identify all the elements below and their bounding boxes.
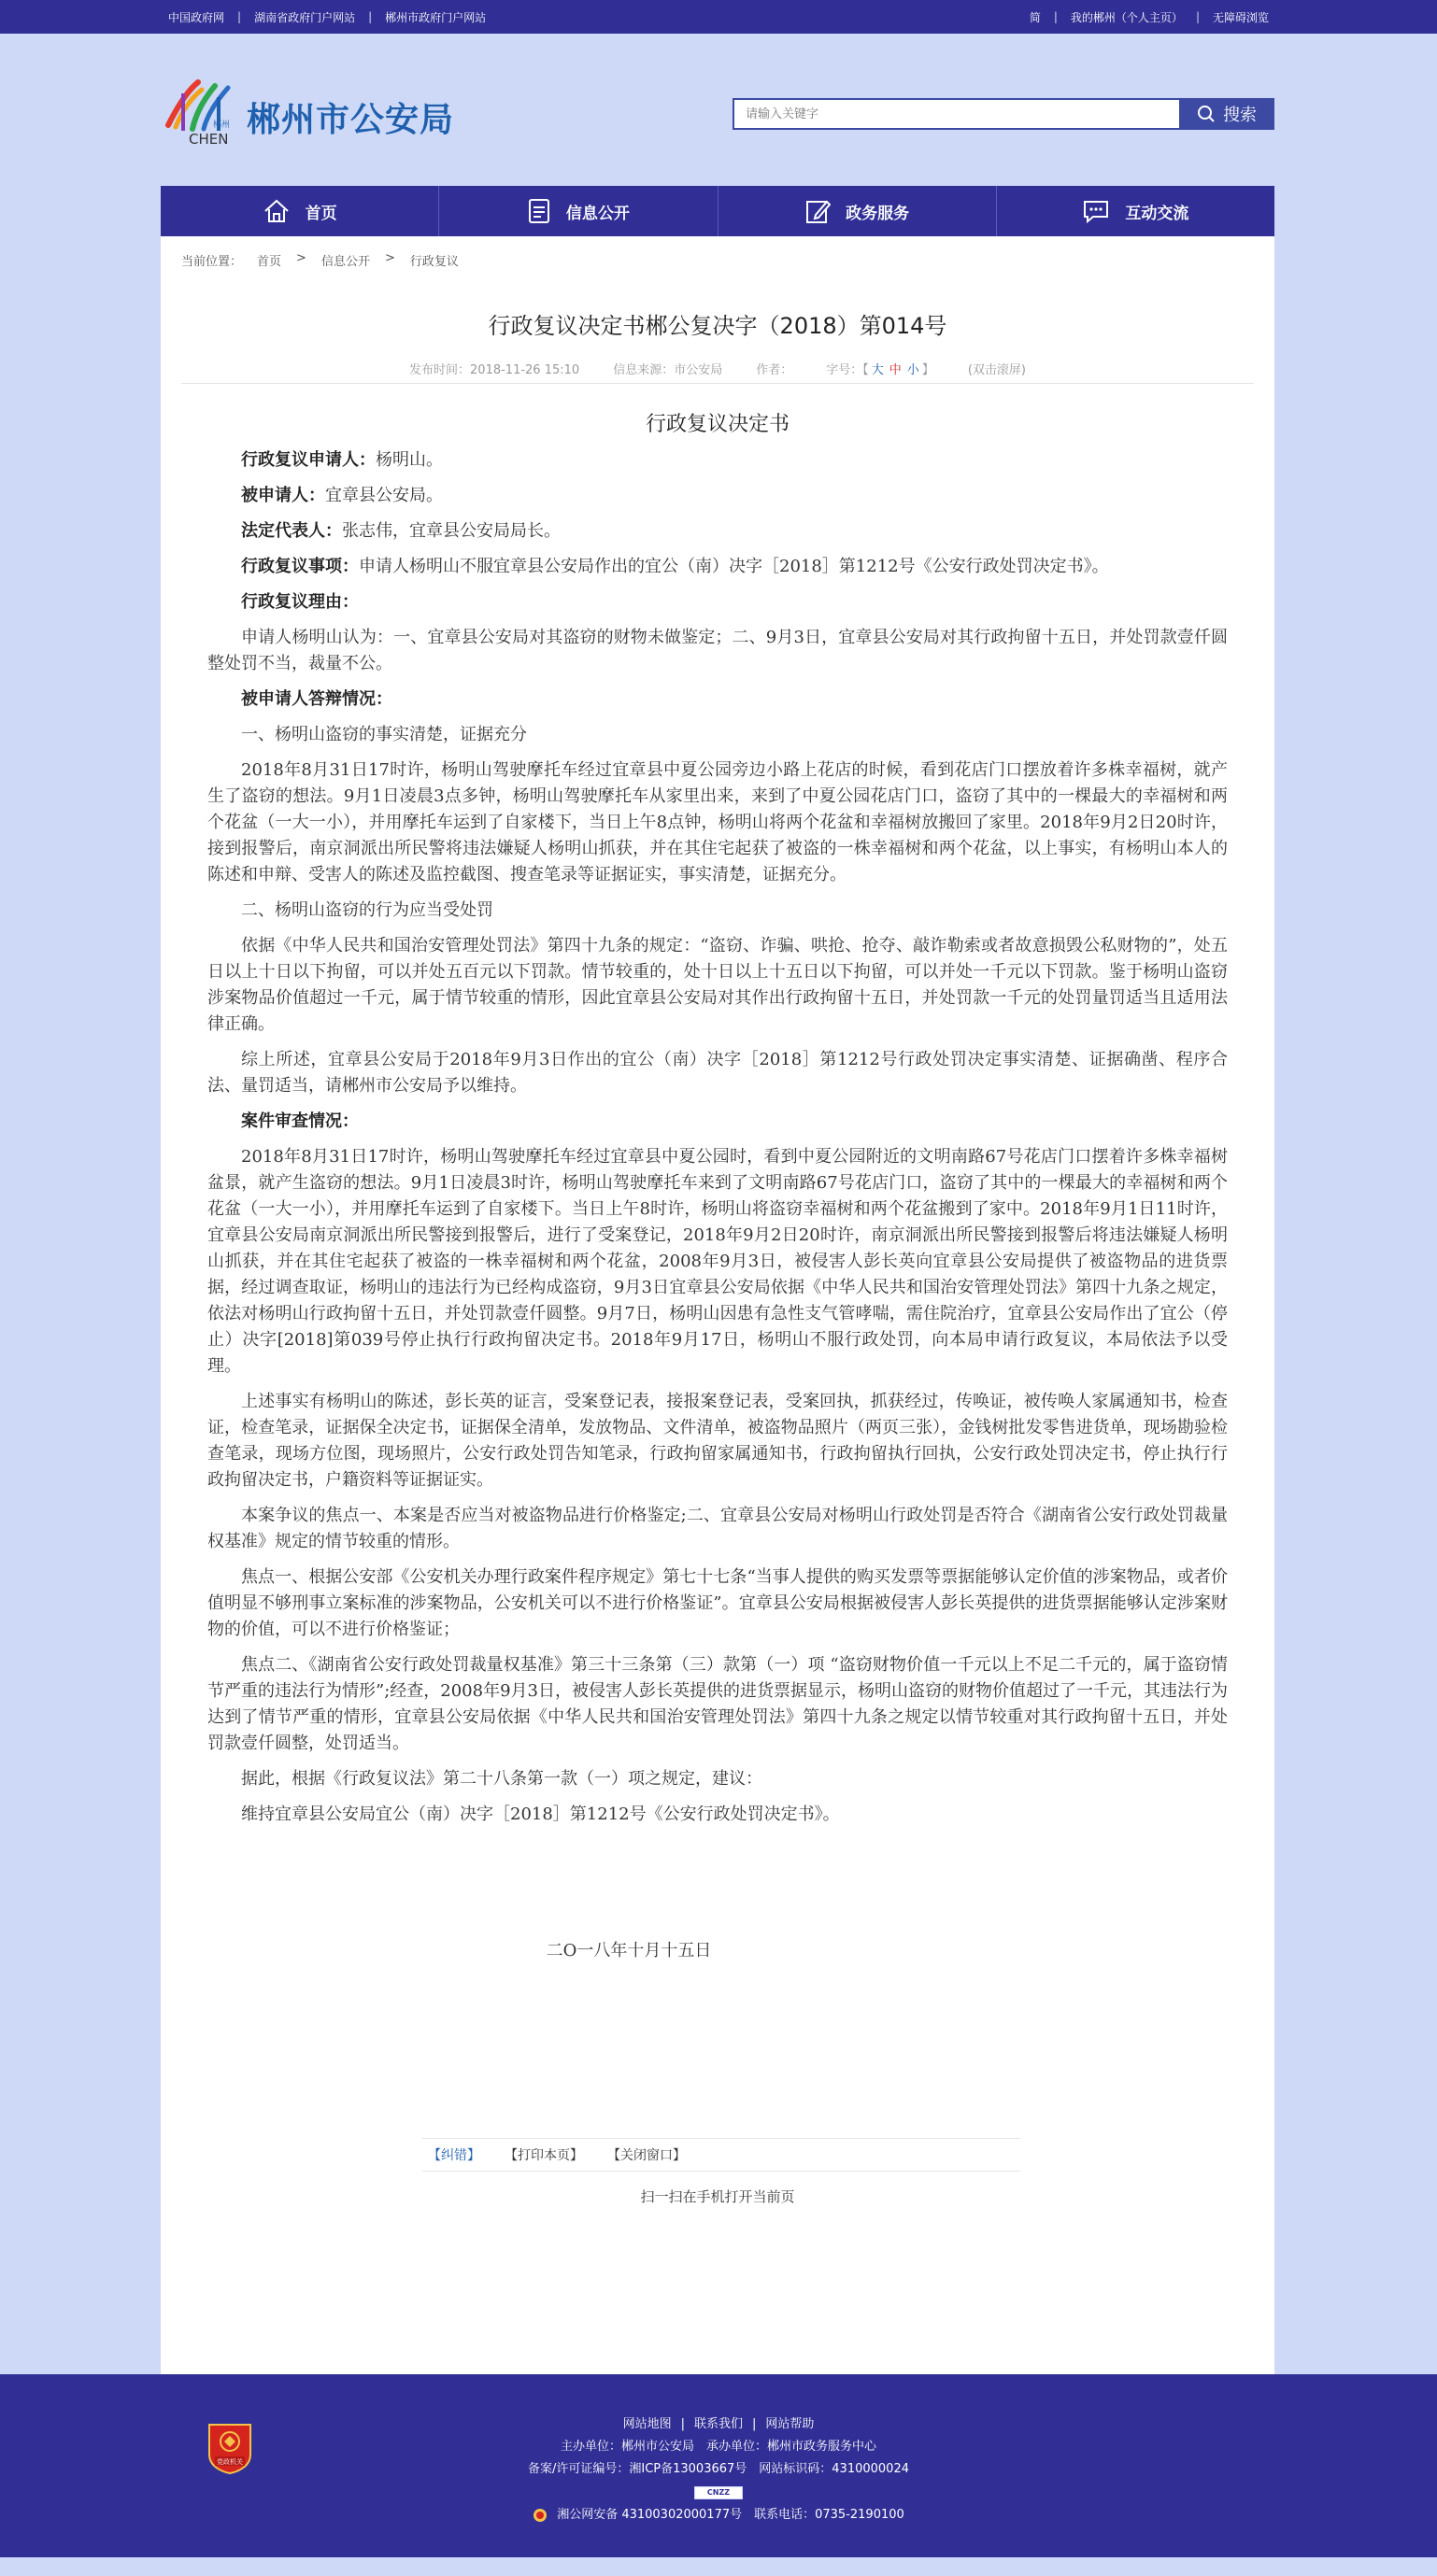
site-footer xyxy=(0,2374,1437,2557)
logo-sub: CHEN xyxy=(189,131,229,148)
paragraph: 维持宜章县公安局宜公（南）决字［2018］第1212号《公安行政处罚决定书》。 xyxy=(241,1805,840,1824)
divider: | xyxy=(1053,10,1058,23)
paragraph: 据此，根据《行政复议法》第二十八条第一款（一）项之规定，建议： xyxy=(241,1769,762,1789)
breadcrumb-prefix: 当前位置： xyxy=(181,255,243,269)
nav-label: 信息公开 xyxy=(565,204,630,223)
footer-security: 湘公网安备 43100302000177号 联系电话：0735-2190100 xyxy=(557,2508,904,2522)
footer-security-row xyxy=(0,2504,1437,2526)
publish-time: 发布时间：2018-11-26 15:10 xyxy=(409,363,580,377)
article-actions xyxy=(422,2138,1020,2172)
search-icon xyxy=(1197,105,1216,123)
contact-link[interactable]: 联系我们 xyxy=(693,2417,743,2431)
footer-info xyxy=(0,2413,1437,2526)
qr-hint: 扫一扫在手机打开当前页 xyxy=(640,2188,795,2205)
site-header xyxy=(161,75,1274,159)
size-small-button[interactable]: 小 xyxy=(906,363,919,377)
nav-label: 首页 xyxy=(305,204,337,223)
link-accessibility[interactable]: 无障碍浏览 xyxy=(1212,10,1269,24)
home-icon xyxy=(263,198,291,224)
footer-links xyxy=(0,2413,1437,2436)
nav-item-info[interactable] xyxy=(439,186,718,236)
edit-icon xyxy=(804,197,831,225)
divider: | xyxy=(237,10,242,23)
search-input[interactable] xyxy=(733,98,1179,130)
chen-logo-icon[interactable] xyxy=(161,75,245,149)
paragraph: 综上所述，宜章县公安局于2018年9月3日作出的宜公（南）决字［2018］第1212号行政处罚决定事实清楚、证据确凿、程序合法、量罚适当，请郴州市公安局予以维持。 xyxy=(207,1050,1228,1096)
paragraph: 行政复议事项：申请人杨明山不服宜章县公安局作出的宜公（南）决字［2018］第1212号《公安行政处罚决定书》。 xyxy=(241,557,1109,576)
paragraph: 行政复议理由： xyxy=(241,592,359,612)
size-mid-button[interactable]: 中 xyxy=(889,363,902,377)
paragraph: 被申请人答辩情况： xyxy=(241,689,392,709)
divider: | xyxy=(680,2417,685,2431)
nav-item-service[interactable] xyxy=(718,186,997,236)
main-nav xyxy=(161,186,1274,236)
nav-item-interact[interactable] xyxy=(997,186,1274,236)
top-bar xyxy=(0,0,1437,34)
logo-text: 郴州 xyxy=(213,120,231,130)
badge-text: 党政机关 xyxy=(217,2458,243,2466)
divider: | xyxy=(368,10,373,23)
size-bracket-open: 【 xyxy=(862,363,869,377)
divider xyxy=(181,383,1254,384)
spacer xyxy=(207,1837,1228,1938)
search-button-label: 搜索 xyxy=(1223,106,1257,125)
link-my-chenzhou[interactable]: 我的郴州（个人主页） xyxy=(1070,10,1183,24)
article-meta xyxy=(161,360,1274,377)
nav-label: 互动交流 xyxy=(1125,204,1189,223)
link-simplified[interactable]: 简 xyxy=(1029,10,1041,24)
paragraph: 焦点二、《湖南省公安行政处罚裁量权基准》第三十三条第（三）款第（一）项 “盗窃财物价值一千元以上不足二千元的，属于盗窃情节严重的违法行为情形”;经查，2008年9月3日，被侵害人彭长英提供的进货票据显示，杨明山盗窃的财物价值超过了一千元，其违法行为达到了情节严重的情形，宜章县公安局依据《中华人民共和国治安管理处罚法》第四十九条之规定以情节较重对其行政拘留十五日，并处罚款壹仟圆整，处罚适当。 xyxy=(207,1655,1228,1753)
paragraph: 申请人杨明山认为：一、宜章县公安局对其盗窃的财物未做鉴定；二、9月3日，宜章县公安局对其行政拘留十五日，并处罚款壹仟圆整处罚不当，裁量不公。 xyxy=(207,628,1228,673)
close-window-link[interactable]: 【关闭窗口】 xyxy=(607,2148,686,2163)
paragraph: 上述事实有杨明山的陈述，彭长英的证言，受案登记表，接报案登记表，受案回执，抓获经过，传唤证，被传唤人家属通知书，检查证，检查笔录，证据保全决定书，证据保全清单，发放物品、文件清单，被盗物品照片（两页三张），金钱树批发零售进货单，现场勘验检查笔录，现场方位图，现场照片，公安行政处罚告知笔录，行政拘留家属通知书，行政拘留执行回执，公安行政处罚决定书，停止执行行政拘留决定书，户籍资料等证据证实。 xyxy=(207,1392,1228,1490)
document-icon xyxy=(527,197,551,225)
divider: | xyxy=(1195,10,1200,23)
paragraph: 被申请人：宜章县公安局。 xyxy=(241,486,443,505)
link-gov-china[interactable]: 中国政府网 xyxy=(168,10,225,24)
page-title: 行政复议决定书郴公复决字（2018）第014号 xyxy=(488,313,947,339)
article-body xyxy=(207,412,1228,1964)
size-bracket-close: 】 xyxy=(921,363,934,377)
doc-heading: 行政复议决定书 xyxy=(645,413,790,436)
breadcrumb-home[interactable]: 首页 xyxy=(257,255,282,269)
size-label: 字号： xyxy=(826,363,863,377)
nav-item-home[interactable] xyxy=(161,186,439,236)
police-badge-icon xyxy=(533,2508,548,2523)
search-button[interactable] xyxy=(1179,98,1274,130)
link-gov-hunan[interactable]: 湖南省政府门户网站 xyxy=(254,10,356,24)
paragraph: 焦点一、根据公安部《公安机关办理行政案件程序规定》第七十七条“当事人提供的购买发票等票据能够认定价值的涉案物品，或者价值明显不够刑事立案标准的涉案物品，公安机关可以不进行价格鉴证”。宜章县公安局根据被侵害人彭长英提供的进货票据能够认定涉案财物的价值，可以不进行价格鉴证； xyxy=(207,1567,1228,1639)
info-source: 信息来源：市公安局 xyxy=(613,363,723,377)
bottom-strip xyxy=(0,2557,1437,2576)
paragraph: 二、杨明山盗窃的行为应当受处罚 xyxy=(241,900,493,920)
footer-organizer: 主办单位：郴州市公安局 承办单位：郴州市政务服务中心 xyxy=(560,2440,876,2454)
font-size-switcher xyxy=(826,360,934,377)
breadcrumb-info[interactable]: 信息公开 xyxy=(320,255,370,269)
breadcrumb-sep: > xyxy=(296,251,306,265)
footer-record: 备案/许可证编号：湘ICP备13003667号 网站标识码：4310000024 xyxy=(527,2462,909,2476)
print-page-link[interactable]: 【打印本页】 xyxy=(505,2148,583,2163)
site-title: 郴州市公安局 xyxy=(247,101,455,139)
document-date: 二O一八年十月十五日 xyxy=(546,1941,712,1960)
breadcrumb-sep: > xyxy=(384,251,395,265)
author: 作者： xyxy=(756,363,793,377)
paragraph: 2018年8月31日17时许，杨明山驾驶摩托车经过宜章县中夏公园旁边小路上花店的时候，看到花店门口摆放着许多株幸福树，就产生了盗窃的想法。9月1日凌晨3点多钟，杨明山驾驶摩托车从家里出来，来到了中夏公园花店门口，盗窃了其中的一棵最大的幸福树和两个花盆（一大一小），并用摩托车运到了自家楼下，当日上午8点钟，杨明山将两个花盆和幸福树放搬回了家里。2018年9月2日20时许，接到报警后，南京洞派出所民警将违法嫌疑人杨明山抓获，并在其住宅起获了被盗的一株幸福树和两个花盆，以上事实，有杨明山本人的陈述和申辩、受害人的陈述及监控截图、搜查笔录等证据证实，事实清楚，证据充分。 xyxy=(207,760,1228,885)
paragraph: 案件审查情况： xyxy=(241,1111,359,1131)
chat-icon xyxy=(1082,198,1110,224)
cnzz-badge[interactable]: CNZZ xyxy=(694,2486,743,2499)
link-gov-chenzhou[interactable]: 郴州市政府门户网站 xyxy=(385,10,487,24)
paragraph: 依据《中华人民共和国治安管理处罚法》第四十九条的规定：“盗窃、诈骗、哄抢、抢夺、敲诈勒索或者故意损毁公私财物的”，处五日以上十日以下拘留，可以并处五百元以下罚款。情节较重的，处十日以上十五日以下拘留，可以并处一千元以下罚款。鉴于杨明山盗窃涉案物品价值超过一千元，属于情节较重的情形，因此宜章县公安局对其作出行政拘留十五日，并处罚款一千元的处罚量罚适当且适用法律正确。 xyxy=(207,936,1228,1034)
divider: | xyxy=(752,2417,757,2431)
breadcrumb-review[interactable]: 行政复议 xyxy=(409,255,459,269)
top-right-links xyxy=(1030,9,1269,25)
paragraph: 一、杨明山盗窃的事实清楚，证据充分 xyxy=(241,725,527,744)
paragraph: 本案争议的焦点一、本案是否应当对被盗物品进行价格鉴定;二、宜章县公安局对杨明山行政处罚是否符合《湖南省公安行政处罚裁量权基准》规定的情节较重的情形。 xyxy=(207,1506,1228,1551)
top-left-links xyxy=(168,9,486,25)
content-panel xyxy=(161,236,1274,2374)
help-link[interactable]: 网站帮助 xyxy=(765,2417,815,2431)
report-error-link[interactable]: 【纠错】 xyxy=(428,2148,480,2163)
paragraph: 2018年8月31日17时许，杨明山驾驶摩托车经过宜章县中夏公园时，看到中夏公园附近的文明南路67号花店门口摆着许多株幸福树盆景，就产生盗窃的想法。9月1日凌晨3时许，杨明山驾驶摩托车来到了文明南路67号花店门口，盗窃了其中的一棵最大的幸福树和两个花盆（一大一小），并用摩托车运到了自家楼下。当日上午8时许，杨明山将盗窃幸福树和两个花盆搬到了家中。2018年9月1日11时许，宜章县公安局南京洞派出所民警接到报警后，进行了受案登记，2018年9月2日20时许，南京洞派出所民警接到报警后将违法嫌疑人杨明山抓获，并在其住宅起获了被盗的一株幸福树和两个花盆，2008年9月3日，被侵害人彭长英向宜章县公安局提供了被盗物品的进货票据，经过调查取证，杨明山的违法行为已经构成盗窃，9月3日宜章县公安局依据《中华人民共和国治安管理处罚法》第四十九条之规定，依法对杨明山行政拘留十五日，并处罚款壹仟圆整。9月7日，杨明山因患有急性支气管哮喘，需住院治疗，宜章县公安局作出了宜公（停止）决字[2018]第039号停止执行行政拘留决定书。2018年9月17日，杨明山不服行政处罚，向本局申请行政复议，本局依法予以受理。 xyxy=(207,1147,1228,1376)
scroll-hint: (双击滚屏) xyxy=(967,363,1026,377)
nav-label: 政务服务 xyxy=(846,204,910,223)
sitemap-link[interactable]: 网站地图 xyxy=(622,2417,672,2431)
paragraph: 法定代表人：张志伟，宜章县公安局局长。 xyxy=(241,521,561,541)
search-bar xyxy=(733,98,1274,130)
paragraph: 行政复议申请人：杨明山。 xyxy=(241,450,443,470)
size-big-button[interactable]: 大 xyxy=(871,363,884,377)
breadcrumb xyxy=(181,251,459,269)
